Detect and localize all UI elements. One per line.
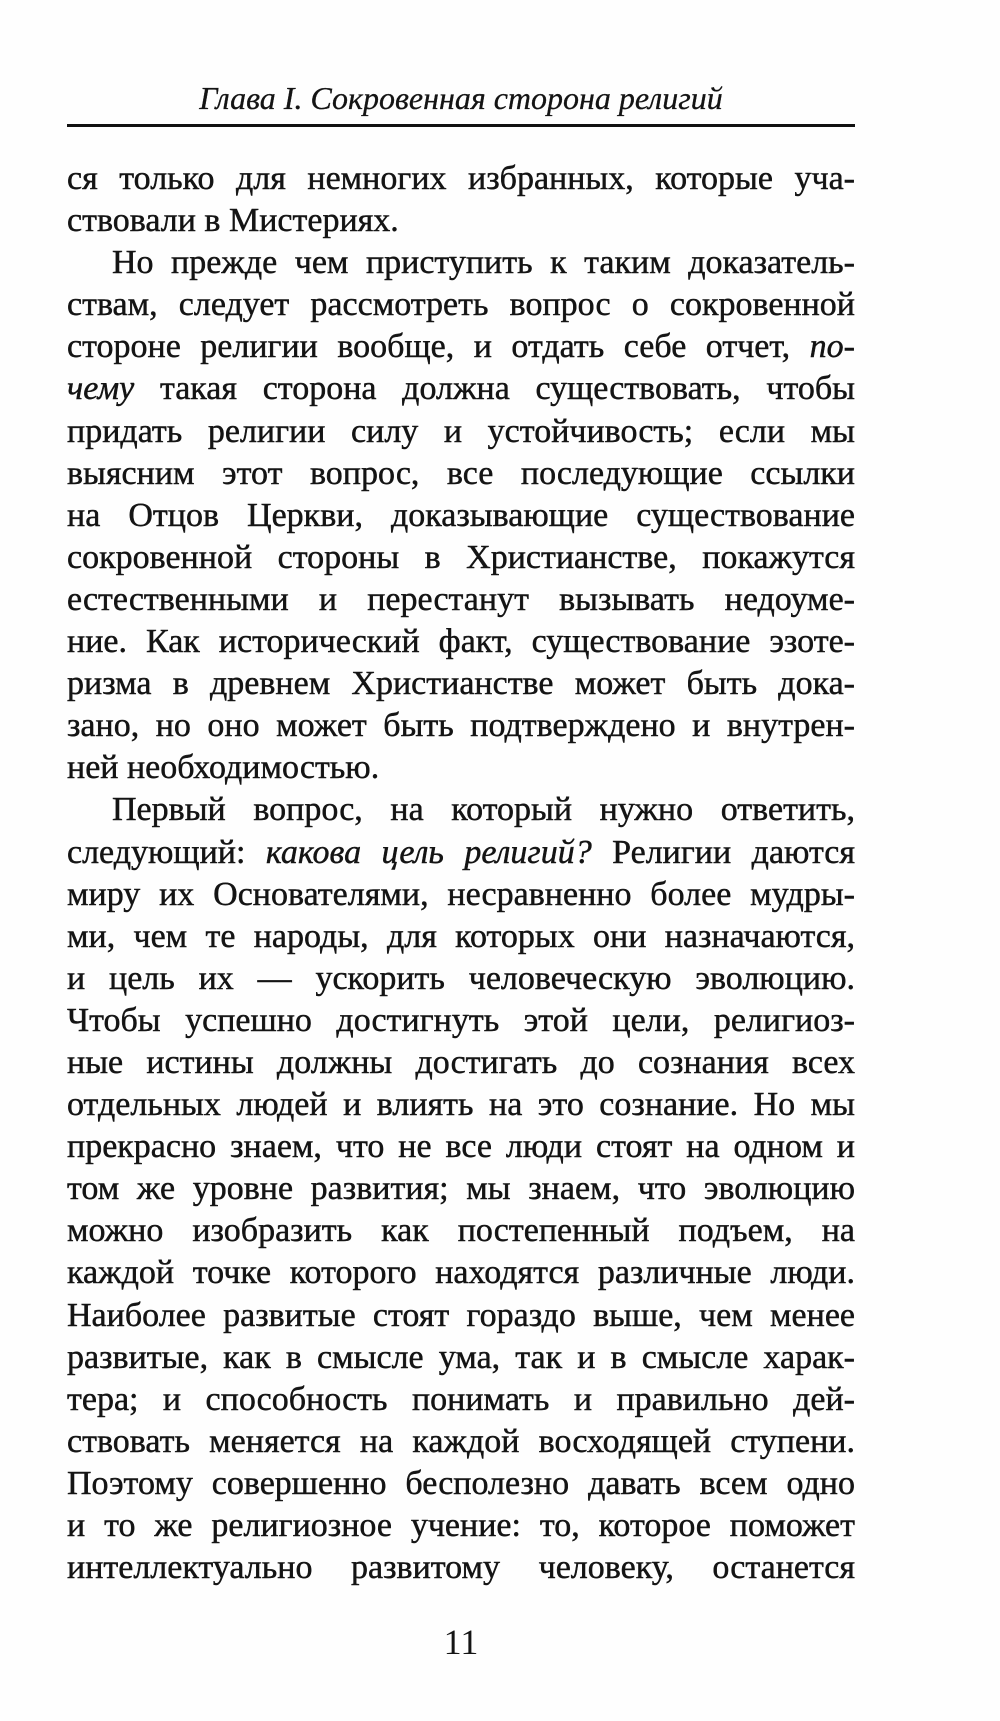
text-line [67, 1505, 855, 1547]
italic-emphasis: по- [809, 328, 855, 366]
text-segment: Но прежде чем приступить к таким доказатель- [112, 244, 855, 282]
text-line [67, 1547, 855, 1589]
text-segment: ствам, следует рассмотреть вопрос о сокровенной [67, 286, 855, 324]
text-line [67, 1421, 855, 1463]
text-segment: развитые, как в смысле ума, так и в смысле харак- [67, 1338, 855, 1376]
text-segment: Наиболее развитые стоят гораздо выше, чем менее [67, 1296, 855, 1334]
text-segment: можно изобразить как постепенный подъем, на [67, 1212, 855, 1250]
text-segment: отдельных людей и влиять на это сознание. Но мы [67, 1086, 855, 1124]
text-line [67, 411, 855, 453]
text-line [67, 200, 855, 242]
text-line [67, 621, 855, 663]
text-line [67, 537, 855, 579]
text-line [67, 832, 855, 874]
text-segment: ми, чем те народы, для которых они назначаются, [67, 917, 855, 955]
text-segment: выясним этот вопрос, все последующие ссылки [67, 454, 855, 492]
text-segment: такая сторона должна существовать, чтобы [134, 370, 855, 408]
text-line [67, 242, 855, 284]
text-line [67, 1168, 855, 1210]
italic-emphasis: какова цель религий? [265, 833, 592, 871]
text-segment: ние. Как исторический факт, существование эзоте- [67, 623, 855, 661]
text-line [67, 1042, 855, 1084]
text-line [67, 1000, 855, 1042]
text-segment: тера; и способность понимать и правильно дей- [67, 1380, 855, 1418]
text-segment: Чтобы успешно достигнуть этой цели, религиоз- [67, 1001, 855, 1039]
text-segment: ризма в древнем Христианстве может быть дока- [67, 665, 855, 703]
text-line [67, 916, 855, 958]
text-segment: и то же религиозное учение: то, которое поможет [67, 1507, 855, 1544]
text-segment: Первый вопрос, на который нужно ответить, [112, 791, 855, 829]
text-line [67, 1463, 855, 1505]
text-segment: ствовали в Мистериях. [67, 202, 399, 240]
text-line [67, 368, 855, 410]
text-line [67, 958, 855, 1000]
text-line [67, 284, 855, 326]
text-segment: прекрасно знаем, что не все люди стоят на одном и [67, 1128, 855, 1166]
text-line [67, 453, 855, 495]
text-line [67, 747, 855, 789]
text-segment: интеллектуально развитому человеку, останется [67, 1549, 855, 1587]
text-line [67, 158, 855, 200]
text-segment: естественными и перестанут вызывать недоуме- [67, 580, 855, 618]
text-segment: и цель их — ускорить человеческую эволюцию. [67, 959, 855, 997]
text-segment: сокровенной стороны в Христианстве, покажутся [67, 538, 855, 576]
text-line [67, 705, 855, 747]
text-line [67, 1295, 855, 1337]
text-line [67, 1337, 855, 1379]
text-segment: следующий: [67, 833, 266, 871]
page-number: 11 [443, 1622, 479, 1662]
text-segment: миру их Основателями, несравненно более мудры- [67, 875, 855, 913]
body-text [67, 158, 855, 1589]
running-header: Глава I. Сокровенная сторона религий [199, 80, 723, 116]
text-line [67, 326, 855, 368]
text-segment: том же уровне развития; мы знаем, что эволюцию [67, 1170, 855, 1208]
text-line [67, 663, 855, 705]
text-segment: ся только для немногих избранных, которые уча- [67, 160, 855, 197]
text-line [67, 1252, 855, 1294]
text-line [67, 1126, 855, 1168]
text-segment: стороне религии вообще, и отдать себе отчет, [67, 328, 810, 366]
header-rule [67, 124, 855, 127]
text-line [67, 874, 855, 916]
text-segment: ные истины должны достигать до сознания всех [67, 1043, 855, 1081]
text-line [67, 579, 855, 621]
text-segment: зано, но оно может быть подтверждено и внутрен- [67, 707, 855, 745]
text-line [67, 789, 855, 831]
text-segment: Религии даются [591, 833, 855, 871]
italic-emphasis: чему [67, 370, 135, 408]
text-line [67, 1084, 855, 1126]
text-line [67, 1210, 855, 1252]
text-segment: каждой точке которого находятся различные люди. [67, 1254, 855, 1292]
text-segment: Поэтому совершенно бесполезно давать всем одно [67, 1464, 855, 1502]
text-segment: ней необходимостью. [67, 749, 380, 787]
text-line [67, 1379, 855, 1421]
text-segment: на Отцов Церкви, доказывающие существование [67, 496, 855, 534]
text-segment: ствовать меняется на каждой восходящей ступени. [67, 1422, 855, 1460]
text-segment: придать религии силу и устойчивость; если мы [67, 412, 855, 450]
text-line [67, 495, 855, 537]
